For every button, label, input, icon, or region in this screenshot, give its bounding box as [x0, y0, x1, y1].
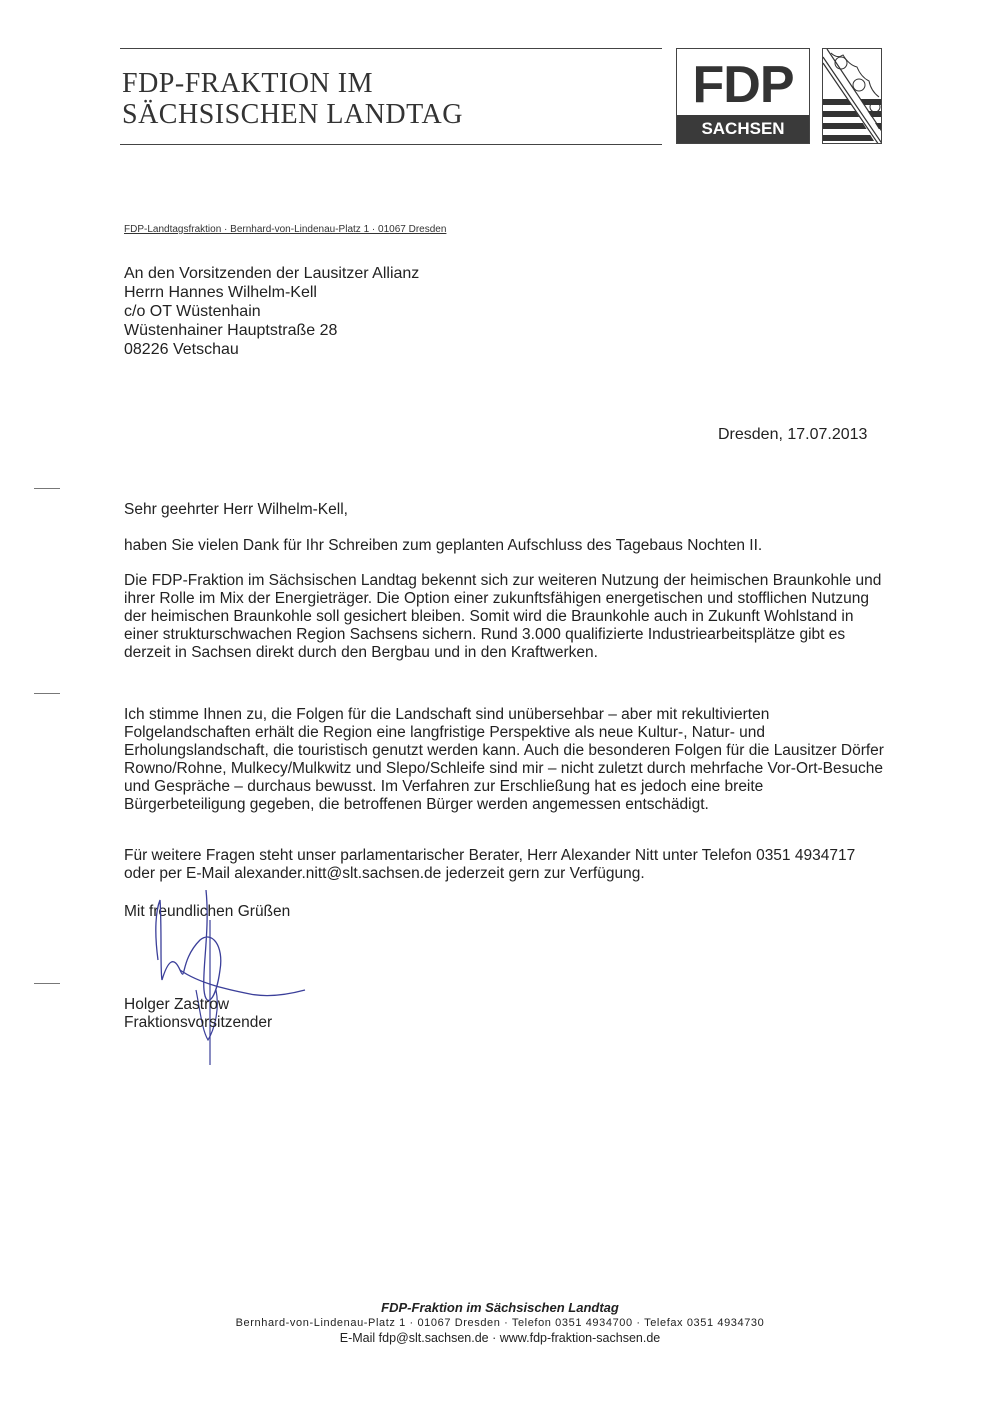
fdp-logo-text: FDP: [692, 56, 794, 114]
fold-mark: [34, 488, 60, 489]
recipient-line: 08226 Vetschau: [124, 341, 239, 358]
fold-mark: [34, 693, 60, 694]
letterhead-title-line1: FDP-FRAKTION IM: [122, 68, 373, 99]
fold-mark: [34, 983, 60, 984]
letterhead-title: [122, 68, 463, 130]
fdp-logo-subtext: SACHSEN: [677, 115, 809, 143]
paragraph-2: Die FDP-Fraktion im Sächsischen Landtag bekennt sich zur weiteren Nutzung der heimischen Braunkohle und ihrer Rolle im Mix der Energieträger. Die Option einer zukunftsfähigen energetischen und stofflichen Nutzung der heimischen Braunkohle soll gesichert bleiben. Somit wird die Braunkohle auch in Zukunft Wohlstand in einer strukturschwachen Region Sachsens sichern. Rund 3.000 qualifizierte Industriearbeitsplätze gibt es derzeit in Sachsen direkt durch den Bergbau und in den Kraftwerken.: [124, 572, 882, 661]
paragraph-4: Für weitere Fragen steht unser parlamentarischer Berater, Herr Alexander Nitt unter Telefon 0351 4934717 oder per E-Mail alexander.nitt@slt.sachsen.de jederzeit gern zur Verfügung.: [124, 847, 856, 882]
footer-contact: E-Mail fdp@slt.sachsen.de · www.fdp-fraktion-sachsen.de: [339, 1331, 661, 1345]
header-rule-top: [120, 48, 662, 49]
sender-return-address: FDP-Landtagsfraktion · Bernhard-von-Lindenau-Platz 1 · 01067 Dresden: [124, 224, 447, 235]
recipient-line: c/o OT Wüstenhain: [124, 303, 261, 320]
recipient-line: An den Vorsitzenden der Lausitzer Allianz: [124, 265, 420, 282]
salutation: Sehr geehrter Herr Wilhelm-Kell,: [124, 501, 348, 518]
letter-date: Dresden, 17.07.2013: [718, 426, 868, 443]
footer-title: FDP-Fraktion im Sächsischen Landtag: [381, 1300, 619, 1315]
signer-title: Fraktionsvorsitzender: [124, 1014, 273, 1031]
letterhead-title-line2: SÄCHSISCHEN LANDTAG: [122, 99, 463, 130]
signer-name: Holger Zastrow: [124, 996, 230, 1013]
signer-block: [124, 996, 272, 1032]
recipient-line: Wüstenhainer Hauptstraße 28: [124, 322, 338, 339]
paragraph-1: haben Sie vielen Dank für Ihr Schreiben zum geplanten Aufschluss des Tagebaus Nochten II.: [124, 537, 763, 554]
recipient-address: [124, 264, 419, 359]
closing: Mit freundlichen Grüßen: [124, 903, 291, 920]
header-rule-bottom: [120, 144, 662, 145]
saxony-coat-of-arms-icon: [822, 48, 882, 144]
fdp-logo: [676, 48, 810, 144]
paragraph-3: Ich stimme Ihnen zu, die Folgen für die Landschaft sind unübersehbar – aber mit rekultivierten Folgelandschaften erhält die Region eine langfristige Perspektive als neue Kultur-, Natur- und Erholungslandschaft, die touristisch genutzt werden kann. Auch die besonderen Folgen für die Lausitzer Dörfer Rowno/Rohne, Mulkecy/Mulkwitz und Slepo/Schleife sind mir – nicht zuletzt durch mehrfache Vor-Ort-Besuche und Gespräche – durchaus bewusst. Im Verfahren zur Erschließung hat es jedoch eine breite Bürgerbeteiligung gegeben, die betroffenen Bürger werden angemessen entschädigt.: [124, 706, 884, 813]
footer-address: Bernhard-von-Lindenau-Platz 1 · 01067 Dresden · Telefon 0351 4934700 · Telefax 0351 4934730: [235, 1317, 765, 1329]
recipient-line: Herrn Hannes Wilhelm-Kell: [124, 284, 317, 301]
handwritten-signature: [140, 890, 320, 1075]
